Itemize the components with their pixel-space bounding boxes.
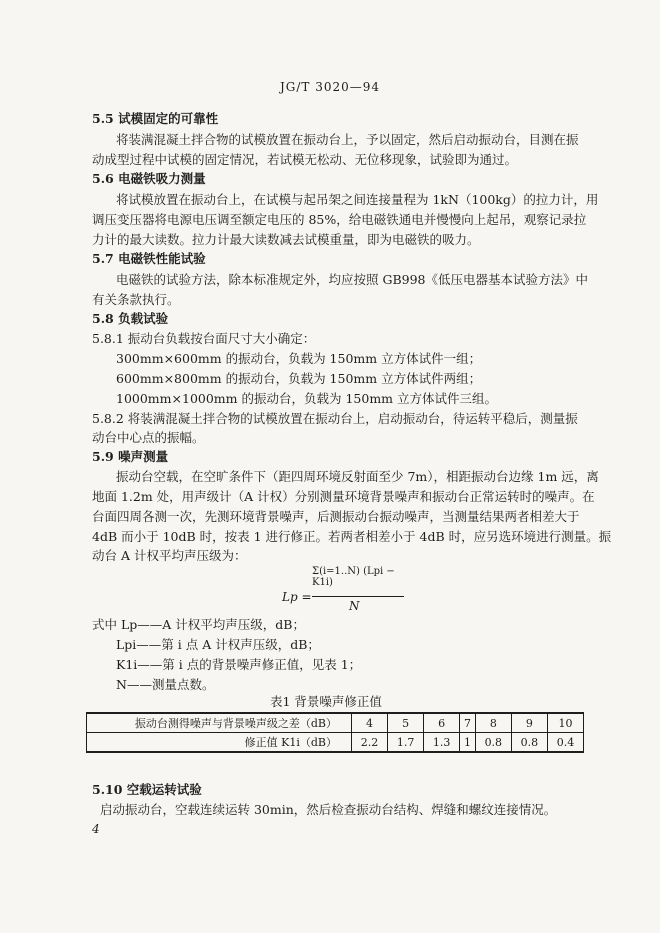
table-cell: 4	[352, 713, 388, 733]
text-line: 振动台空载，在空旷条件下（距四周环境反射面至少 7m），相距振动台边缘 1m 远，离	[116, 469, 599, 484]
text-line: 5.8 负载试验	[92, 311, 169, 326]
table-row-correction	[87, 733, 584, 753]
text-line: 5.7 电磁铁性能试验	[92, 251, 206, 266]
text-line: 5.8.2 将装满混凝土拌合物的试模放置在振动台上，启动振动台，待运转平稳后，测量振	[92, 411, 578, 426]
row-label-difference: 振动台测得噪声与背景噪声级之差（dB）	[87, 713, 352, 733]
table-cell: 0.8	[511, 733, 547, 753]
text-line: Lpi——第 i 点 A 计权声压级，dB；	[116, 637, 320, 652]
text-line: 电磁铁的试验方法，除本标准规定外，均应按照 GB998《低压电器基本试验方法》中	[116, 272, 589, 287]
table-cell: 0.4	[547, 733, 583, 753]
text-line: 1000mm×1000mm 的振动台，负载为 150mm 立方体试件三组。	[116, 391, 497, 406]
page-number: 4	[92, 822, 100, 836]
text-line: N——测量点数。	[116, 677, 215, 692]
table-cell: 10	[547, 713, 583, 733]
row-label-correction: 修正值 K1i（dB）	[87, 733, 352, 753]
table-cell: 5	[388, 713, 424, 733]
noise-correction-table	[86, 712, 584, 753]
formula-average-sound-level	[282, 566, 402, 613]
table-cell: 9	[511, 713, 547, 733]
text-line: 5.8.1 振动台负载按台面尺寸大小确定：	[92, 331, 316, 346]
text-line: 4dB 而小于 10dB 时，按表 1 进行修正。若两者相差小于 4dB 时，应另选环境进行测量。振	[92, 529, 612, 544]
text-line: 将装满混凝土拌合物的试模放置在振动台上，予以固定，然后启动振动台，目测在振	[116, 132, 579, 147]
text-line: 有关条款执行。	[92, 292, 180, 307]
table-row-difference	[87, 713, 584, 733]
text-line: 动成型过程中试模的固定情况，若试模无松动、无位移现象，试验即为通过。	[92, 152, 518, 167]
text-line: 力计的最大读数。拉力计最大读数减去试模重量，即为电磁铁的吸力。	[92, 232, 480, 247]
table-caption: 表1 背景噪声修正值	[270, 694, 382, 709]
text-line: 地面 1.2m 处，用声级计（A 计权）分别测量环境背景噪声和振动台正常运转时的噪声。在	[92, 489, 595, 504]
table-cell: 1	[460, 733, 476, 753]
text-line: 5.9 噪声测量	[92, 449, 169, 464]
text-line: 5.5 试模固定的可靠性	[92, 111, 219, 126]
table-cell: 0.8	[475, 733, 511, 753]
text-line: K1i——第 i 点的背景噪声修正值，见表 1；	[116, 657, 362, 672]
text-line: 动台中心点的振幅。	[92, 430, 205, 445]
fraction-bar	[312, 596, 404, 597]
text-line: 动台 A 计权平均声压级为：	[92, 548, 247, 563]
table-cell: 6	[424, 713, 460, 733]
text-line: 5.6 电磁铁吸力测量	[92, 171, 206, 186]
table-cell: 2.2	[352, 733, 388, 753]
text-line: 5.10 空载运转试验	[92, 782, 202, 797]
text-line: 式中 Lp——A 计权平均声压级，dB；	[92, 617, 305, 632]
text-line: 台面四周各测一次，先测环境背景噪声，后测振动台振动噪声，当测量结果两者相差大于	[92, 509, 580, 524]
text-line: 启动振动台，空载连续运转 30min，然后检查振动台结构、焊缝和螺纹连接情况。	[100, 802, 557, 817]
page-header: JG/T 3020—94	[279, 80, 381, 94]
table-cell: 1.3	[424, 733, 460, 753]
text-line: 600mm×800mm 的振动台，负载为 150mm 立方体试件两组；	[116, 371, 482, 386]
formula-lhs: Lp =	[282, 590, 312, 604]
table-cell: 1.7	[388, 733, 424, 753]
table-cell: 8	[475, 713, 511, 733]
text-line: 将试模放置在振动台上，在试模与起吊架之间连接量程为 1kN（100kg）的拉力计，用	[116, 192, 599, 207]
formula-numerator: Σ(i=1..N) (Lpi − K1i)	[312, 566, 395, 588]
table-cell: 7	[460, 713, 476, 733]
text-line: 300mm×600mm 的振动台，负载为 150mm 立方体试件一组；	[116, 351, 482, 366]
formula-denominator: N	[349, 599, 360, 613]
text-line: 调压变压器将电源电压调至额定电压的 85%，给电磁铁通电并慢慢向上起吊，观察记录拉	[92, 212, 587, 227]
